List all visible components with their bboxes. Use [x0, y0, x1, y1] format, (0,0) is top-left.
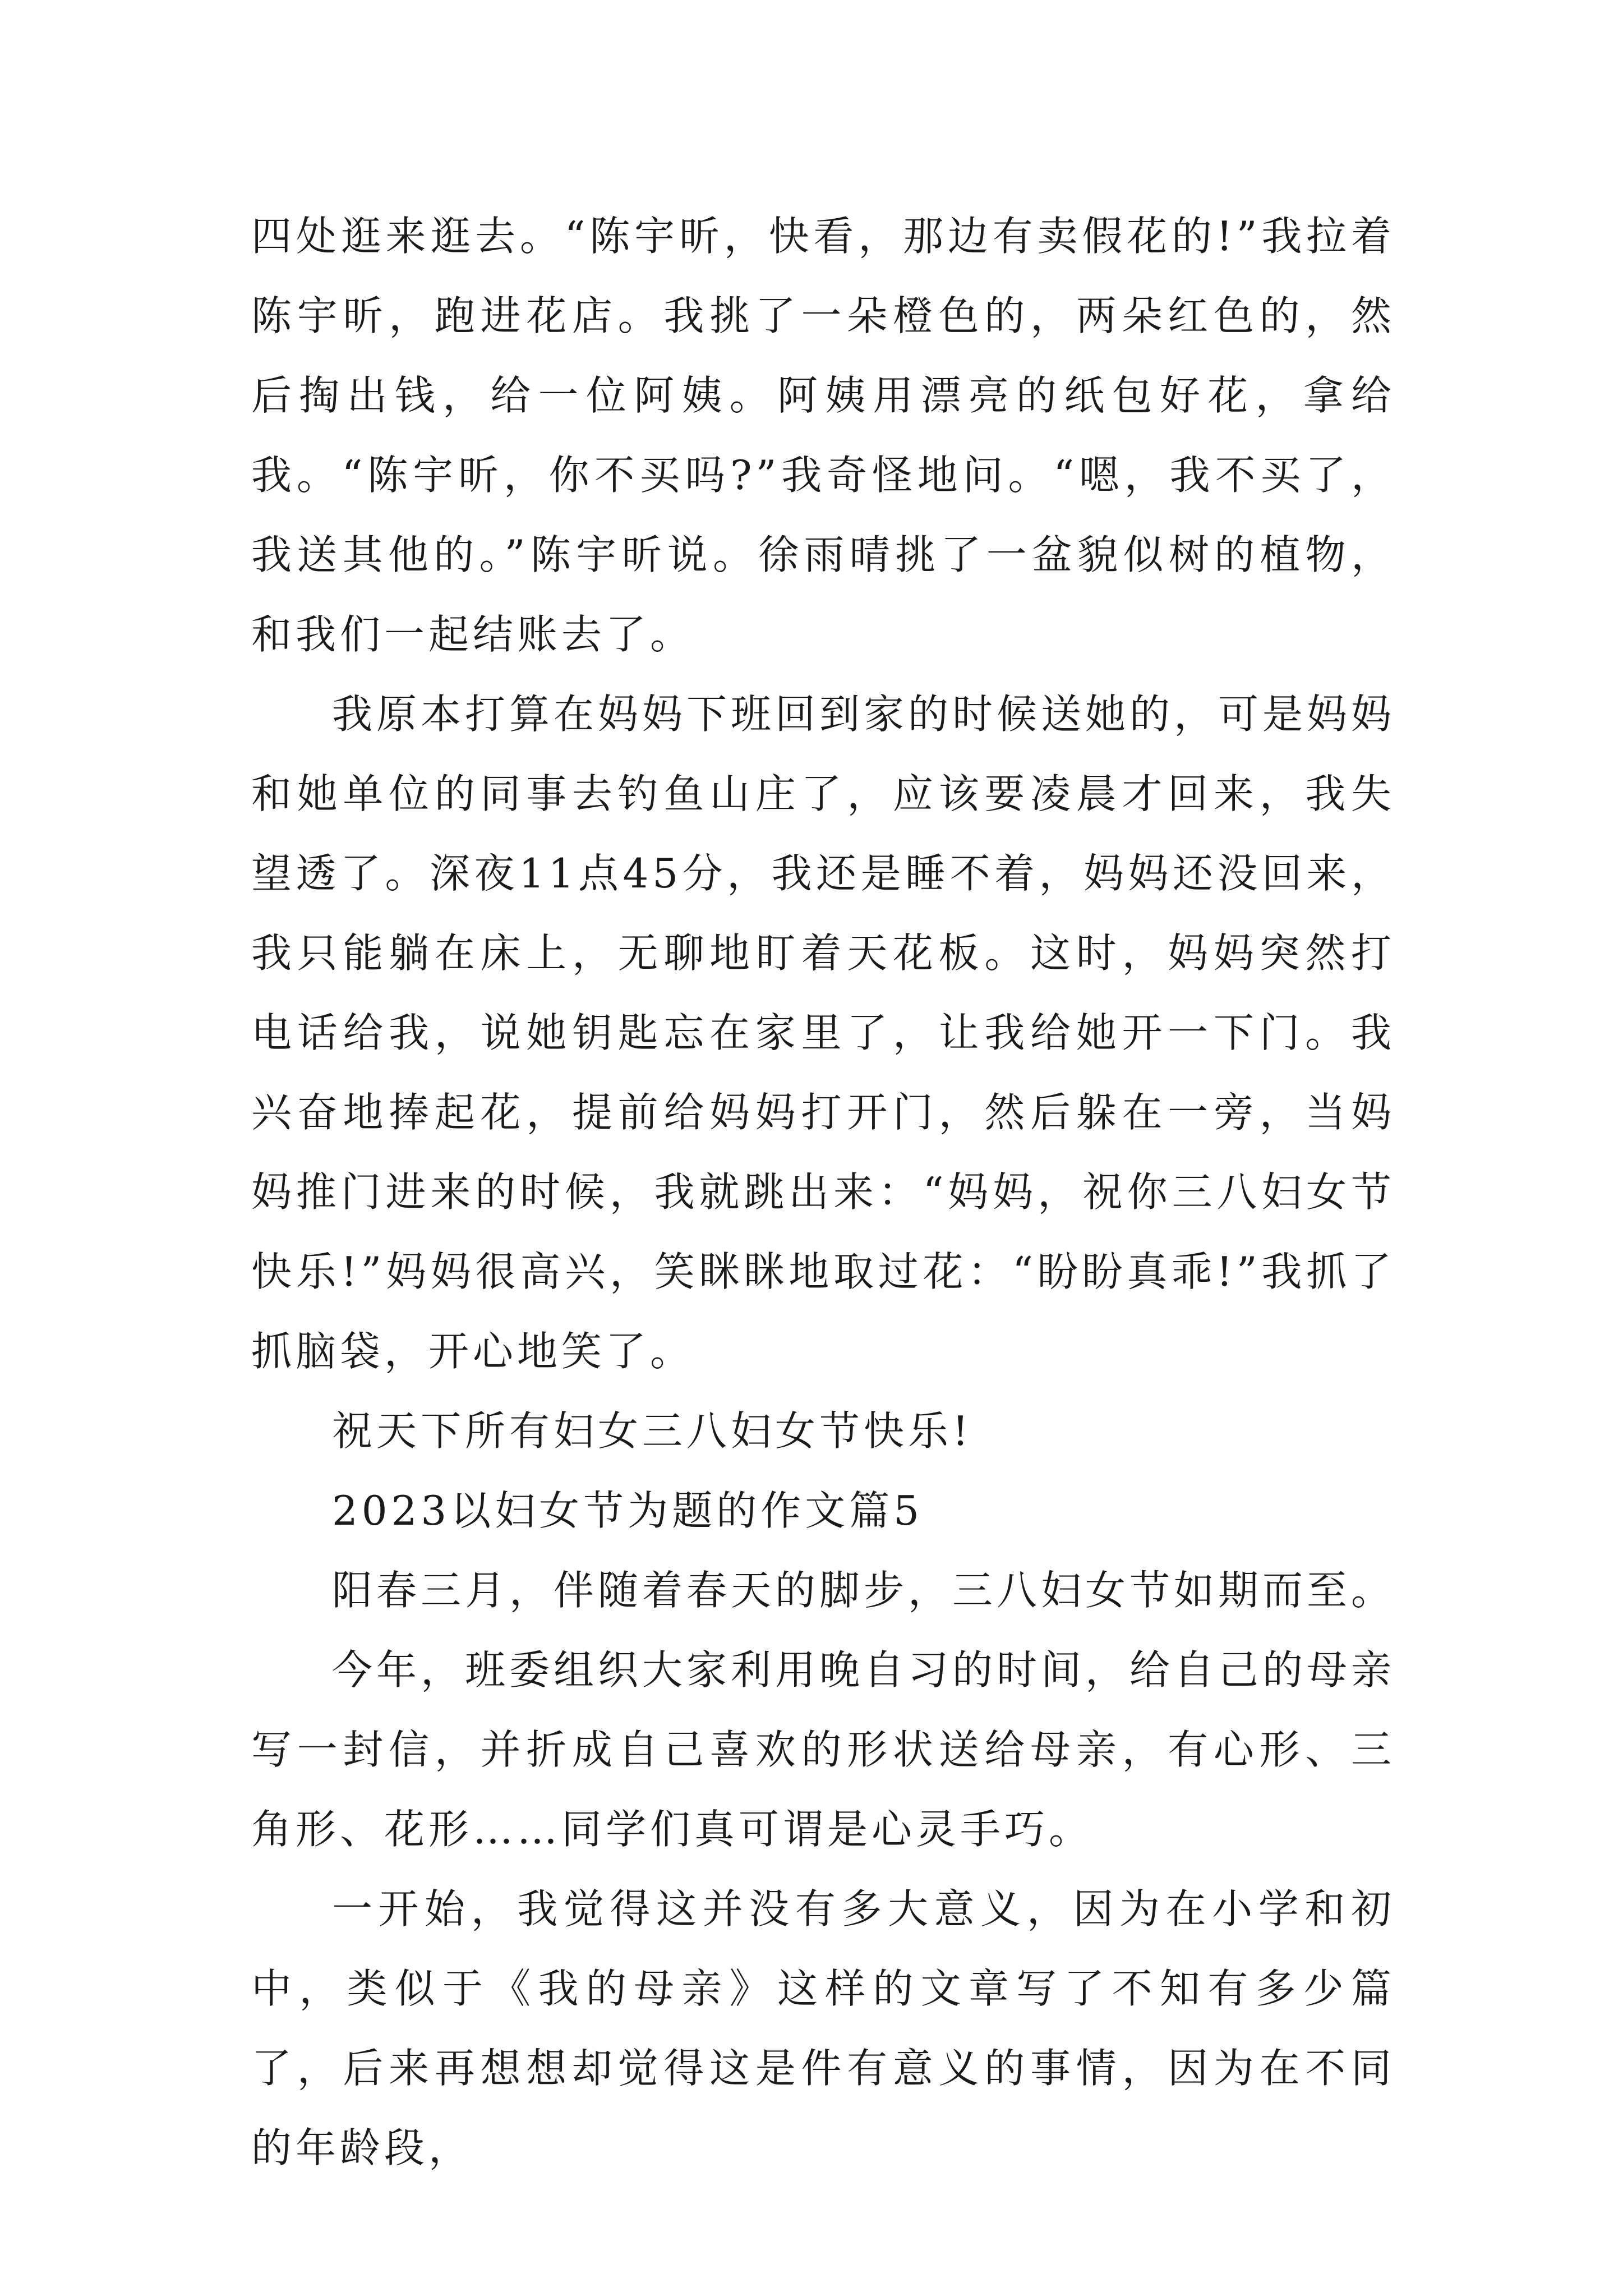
section-heading: 2023以妇女节为题的作文篇5: [332, 1487, 924, 1534]
paragraph-5: 阳春三月，伴随着春天的脚步，三八妇女节如期而至。: [332, 1567, 1396, 1614]
paragraph-7: 一开始，我觉得这并没有多大意义，因为在小学和初中，类似于《我的母亲》这样的文章写了不知有多少篇了，后来再想想却觉得这是件有意义的事情，因为在不同的年龄段，: [251, 1885, 1395, 2171]
paragraph-2: 我原本打算在妈妈下班回到家的时候送她的，可是妈妈和她单位的同事去钓鱼山庄了，应该要凌晨才回来，我失望透了。深夜11点45分，我还是睡不着，妈妈还没回来，我只能躺在床上，无聊地盯着天花板。这时，妈妈突然打电话给我，说她钥匙忘在家里了，让我给她开一下门。我兴奋地捧起花，提前给妈妈打开门，然后躲在一旁，当妈妈推门进来的时候，我就跳出来：“妈妈，祝你三八妇女节快乐!”妈妈很高兴，笑眯眯地取过花：“盼盼真乖!”我抓了抓脑袋，开心地笑了。: [251, 691, 1396, 1375]
paragraph-3: 祝天下所有妇女三八妇女节快乐!: [332, 1407, 972, 1455]
paragraph-6: 今年，班委组织大家利用晚自习的时间，给自己的母亲写一封信，并折成自己喜欢的形状送给母亲，有心形、三角形、花形……同学们真可谓是心灵手巧。: [251, 1646, 1396, 1853]
paragraph-1: 四处逛来逛去。“陈宇昕，快看，那边有卖假花的!”我拉着陈宇昕，跑进花店。我挑了一朵橙色的，两朵红色的，然后掏出钱，给一位阿姨。阿姨用漂亮的纸包好花，拿给我。“陈宇昕，你不买吗?”我奇怪地问。“嗯，我不买了，我送其他的。”陈宇昕说。徐雨晴挑了一盆貌似树的植物，和我们一起结账去了。: [251, 213, 1395, 658]
document-body: [251, 196, 1395, 2188]
